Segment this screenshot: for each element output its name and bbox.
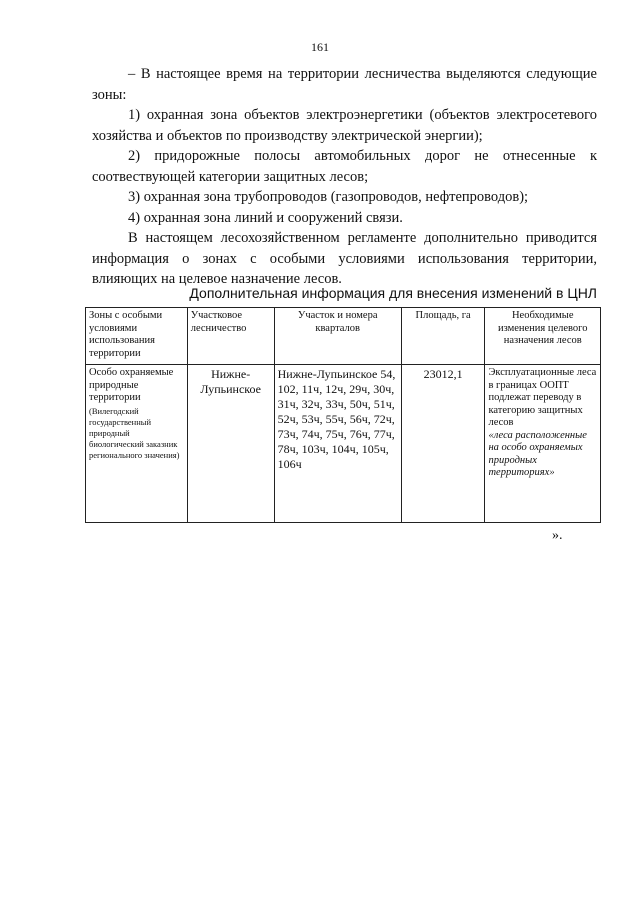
paragraph-regulation: В настоящем лесохозяйственном регламенте дополнительно приводится информация о зонах с особыми условиями использования территории, влияющих на целевое назначение лесов. [92,230,597,287]
cell-district: Нижне-Лупьинское [187,365,274,523]
cell-plots: Нижне-Лупьинское 54, 102, 11ч, 12ч, 29ч, 30ч, 31ч, 32ч, 33ч, 50ч, 51ч, 52ч, 53ч, 55ч, 56ч, 72ч, 73ч, 74ч, 75ч, 76ч, 77ч, 78ч, 103ч, 104ч, 105ч, 106ч [274,365,401,523]
paragraph-item-4: 4) охранная зона линий и сооружений связи. [128,209,403,226]
cell-changes [485,365,601,523]
table-row [86,365,601,523]
page-number: 161 [311,40,329,54]
cell-area: 23012,1 [401,365,485,523]
table-caption: Дополнительная информация для внесения изменений в ЦНЛ [189,285,597,301]
header-zones: Зоны с особыми условиями использования территории [86,308,188,365]
paragraph-item-3: 3) охранная зона трубопроводов (газопроводов, нефтепроводов); [128,189,529,205]
zones-table [85,307,601,523]
paragraph-intro: – В настоящее время на территории лесничества выделяются следующие зоны: [92,66,597,103]
header-changes: Необходимые изменения целевого назначения лесов [485,308,601,365]
body-text [92,64,597,290]
table-header-row [86,308,601,365]
header-plots: Участок и номера кварталов [274,308,401,365]
closing-quote: ». [552,528,563,543]
paragraph-item-1: 1) охранная зона объектов электроэнергетики (объектов электросетевого хозяйства и объектов по производству электрической энергии); [92,107,597,144]
change-italic: «леса расположенные на особо охраняемых природных территориях» [488,429,587,478]
header-district: Участковое лесничество [187,308,274,365]
change-text: Эксплуатационные леса в границах ООПТ подлежат переводу в категорию защитных лесов [488,367,597,428]
zone-note: (Вилегодский государственный природный биологический заказник регионального значения) [89,405,180,460]
paragraph-item-2: 2) придорожные полосы автомобильных дорог не отнесенные к соотвествующей категории защитных лесов; [92,148,597,185]
cell-zone [86,365,188,523]
header-area: Площадь, га [401,308,485,365]
zone-name: Особо охраняемые природные территории [89,367,174,403]
